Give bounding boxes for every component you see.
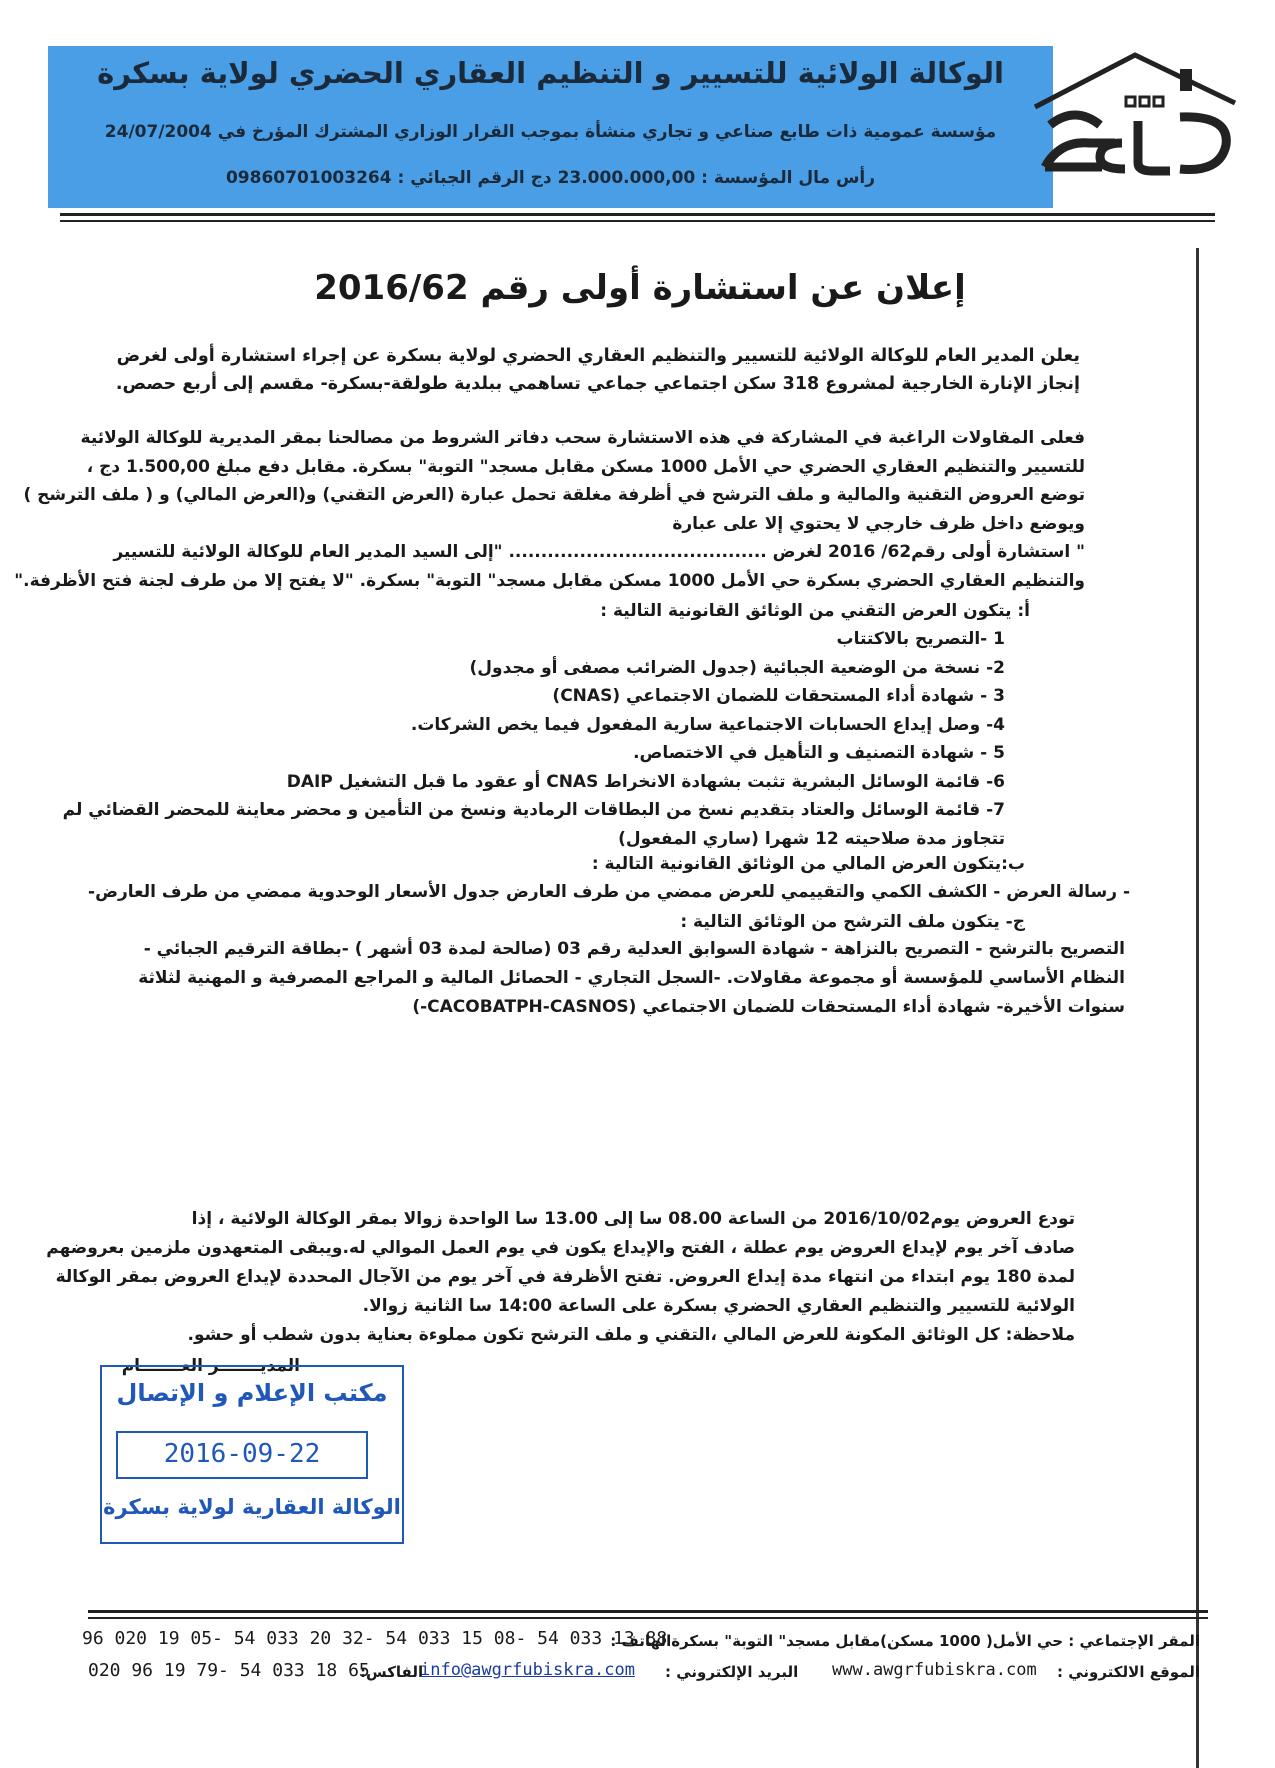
list-item: 6- قائمة الوسائل البشرية تثبت بشهادة الانخراط CNAS أو عقود ما قبل التشغيل DAIP bbox=[286, 771, 1005, 792]
financial-items: - رسالة العرض - الكشف الكمي والتقييمي للعرض ممضي من طرف العارض جدول الأسعار الوحدوية ممضي من طرف العارض- bbox=[88, 882, 1130, 902]
stamp-date-box bbox=[116, 1431, 368, 1479]
financial-heading: ب:يتكون العرض المالي من الوثائق القانونية التالية : bbox=[591, 854, 1025, 874]
technical-items bbox=[63, 625, 1005, 853]
footer-rule bbox=[88, 1617, 1208, 1619]
stamp-date: 2016-09-22 bbox=[163, 1439, 321, 1469]
agency-logo bbox=[1030, 45, 1240, 195]
paragraph-line: إنجاز الإنارة الخارجية لمشروع 318 سكن اجتماعي جماعي تساهمي ببلدية طولقة-بسكرة- مقسم إلى أربع حصص. bbox=[115, 374, 1080, 394]
footer-phones: 96 020 19 05- 54 033 20 32- 54 033 15 08- 54 033 13 88 bbox=[82, 1628, 668, 1649]
paragraph-line: تودع العروض يوم2016/10/02 من الساعة 08.00 سا إلى 13.00 سا الواحدة زوالا بمقر الوكالة الولائية ، إذا bbox=[191, 1209, 1075, 1229]
office-stamp bbox=[100, 1365, 404, 1544]
list-item: 4- وصل إيداع الحسابات الاجتماعية سارية المفعول فيما يخص الشركات. bbox=[410, 714, 1005, 735]
paragraph-line: والتنظيم العقاري الحضري بسكرة حي الأمل 1000 مسكن مقابل مسجد" التوبة" بسكرة. "لا يفتح إلا من طرف لجنة فتح الأظرفة." bbox=[14, 570, 1085, 591]
footer-email-label: البريد الإلكتروني : bbox=[665, 1663, 799, 1681]
footer-email-link[interactable]: info@awgrfubiskra.com bbox=[420, 1660, 635, 1680]
footer-rule bbox=[88, 1610, 1208, 1613]
capital-line: رأس مال المؤسسة : 23.000.000,00 دج الرقم الجبائي : 09860701003264 bbox=[225, 168, 876, 188]
list-item: النظام الأساسي للمؤسسة أو مجموعة مقاولات. -السجل التجاري - الحصائل المالية و المراجع المصرفية و المهنية لثلاثة bbox=[138, 968, 1125, 988]
footer-website-label: الموقع الالكتروني : bbox=[1057, 1663, 1200, 1681]
header-rule bbox=[60, 220, 1215, 222]
paragraph-line: " استشارة أولى رقم62/ 2016 لغرض ........................................ "إلى السيد المدير العام للوكالة الولائية للتسيير bbox=[113, 542, 1085, 562]
paragraph-line: لمدة 180 يوم ابتداء من انتهاء مدة إيداع العروض. تفتح الأظرفة في آخر يوم من الآجال المحددة لإيداع العروض بمقر الوكالة bbox=[55, 1267, 1075, 1287]
list-item: 2- نسخة من الوضعية الجبائية (جدول الضرائب مصفى أو مجدول) bbox=[469, 657, 1005, 678]
list-item: سنوات الأخيرة- شهادة أداء المستحقات للضمان الاجتماعي (CACOBATPH-CASNOS-) bbox=[412, 997, 1125, 1017]
paragraph-line: ويوضع داخل ظرف خارجي لا يحتوي إلا على عبارة bbox=[672, 513, 1085, 534]
paragraph-line: صادف آخر يوم لإيداع العروض يوم عطلة ، الفتح والإيداع يكون في يوم العمل الموالي له.ويبقى المتعهدون ملزمين بعروضهم bbox=[46, 1238, 1075, 1258]
paragraph-line: للتسيير والتنظيم العقاري الحضري حي الأمل 1000 مسكن مقابل مسجد" التوبة" بسكرة. مقابل دفع مبلغ 1.500,00 دج ، bbox=[86, 456, 1085, 477]
letterhead-banner bbox=[48, 46, 1053, 208]
paragraph-line: الولائية للتسيير والتنظيم العقاري الحضري بسكرة على الساعة 14:00 سا الثانية زوالا. bbox=[362, 1296, 1075, 1316]
list-item: 7- قائمة الوسائل والعتاد بتقديم نسخ من البطاقات الرمادية ونسخ من التأمين و محضر معاينة للمحضر القضائي لم bbox=[62, 800, 1005, 820]
signature-label: المديـــــــر العـــــــام bbox=[121, 1356, 300, 1376]
list-item: 3 - شهادة أداء المستحقات للضمان الاجتماعي (CNAS) bbox=[552, 686, 1005, 706]
footer-website-link[interactable]: www.awgrfubiskra.com bbox=[832, 1660, 1037, 1680]
deposit-paragraph bbox=[46, 1205, 1075, 1350]
header-rule bbox=[60, 213, 1215, 216]
list-item: 1 -التصريح بالاكتتاب bbox=[836, 629, 1005, 649]
paragraph-line: ملاحظة: كل الوثائق المكونة للعرض المالي ،التقني و ملف الترشح تكون مملوءة بعناية بدون شطب أو حشو. bbox=[187, 1325, 1075, 1345]
list-item: التصريح بالترشح - التصريح بالنزاهة - شهادة السوابق العدلية رقم 03 (صالحة لمدة 03 أشهر ) -بطاقة الترقيم الجبائي - bbox=[143, 939, 1125, 959]
conditions-paragraph bbox=[14, 424, 1085, 595]
paragraph-line: فعلى المقاولات الراغبة في المشاركة في هذه الاستشارة سحب دفاتر الشروط من مصالحنا بمقر المديرية للوكالة الولائية bbox=[80, 428, 1085, 448]
footer-address: المقر الإجتماعي : حي الأمل( 1000 مسكن)مقابل مسجد" التوبة" بسكرةالهاتف : bbox=[610, 1632, 1200, 1650]
footer-fax-label: الفاكس: bbox=[360, 1663, 424, 1681]
legal-status: مؤسسة عمومية ذات طابع صناعي و تجاري منشأة بموجب القرار الوزاري المشترك المؤرخ في 24/07/2004 bbox=[104, 122, 997, 142]
candidacy-items bbox=[138, 935, 1125, 1022]
margin-line bbox=[1196, 248, 1199, 1768]
notice-title: إعلان عن استشارة أولى رقم 2016/62 bbox=[314, 268, 966, 308]
technical-heading: أ: يتكون العرض التقني من الوثائق القانونية التالية : bbox=[600, 601, 1030, 621]
paragraph-line: يعلن المدير العام للوكالة الولائية للتسيير والتنظيم العقاري الحضري لولاية بسكرة عن إجراء استشارة أولى لغرض bbox=[116, 346, 1080, 366]
stamp-office: مكتب الإعلام و الإتصال bbox=[116, 1379, 388, 1407]
stamp-agency: الوكالة العقارية لولاية بسكرة bbox=[103, 1495, 401, 1519]
footer-fax: 020 96 19 79- 54 033 18 65 bbox=[88, 1660, 370, 1681]
agency-name: الوكالة الولائية للتسيير و التنظيم العقاري الحضري لولاية بسكرة bbox=[97, 56, 1004, 90]
list-item: تتجاوز مدة صلاحيته 12 شهرا (ساري المفعول) bbox=[618, 828, 1005, 849]
candidacy-heading: ج- يتكون ملف الترشح من الوثائق التالية : bbox=[680, 912, 1025, 932]
paragraph-line: توضع العروض التقنية والمالية و ملف الترشح في أظرفة مغلقة تحمل عبارة (العرض التقني) و(العرض المالي) و ( ملف الترشح ) bbox=[23, 485, 1085, 505]
notice-intro bbox=[116, 342, 1080, 398]
list-item: 5 - شهادة التصنيف و التأهيل في الاختصاص. bbox=[633, 743, 1005, 763]
